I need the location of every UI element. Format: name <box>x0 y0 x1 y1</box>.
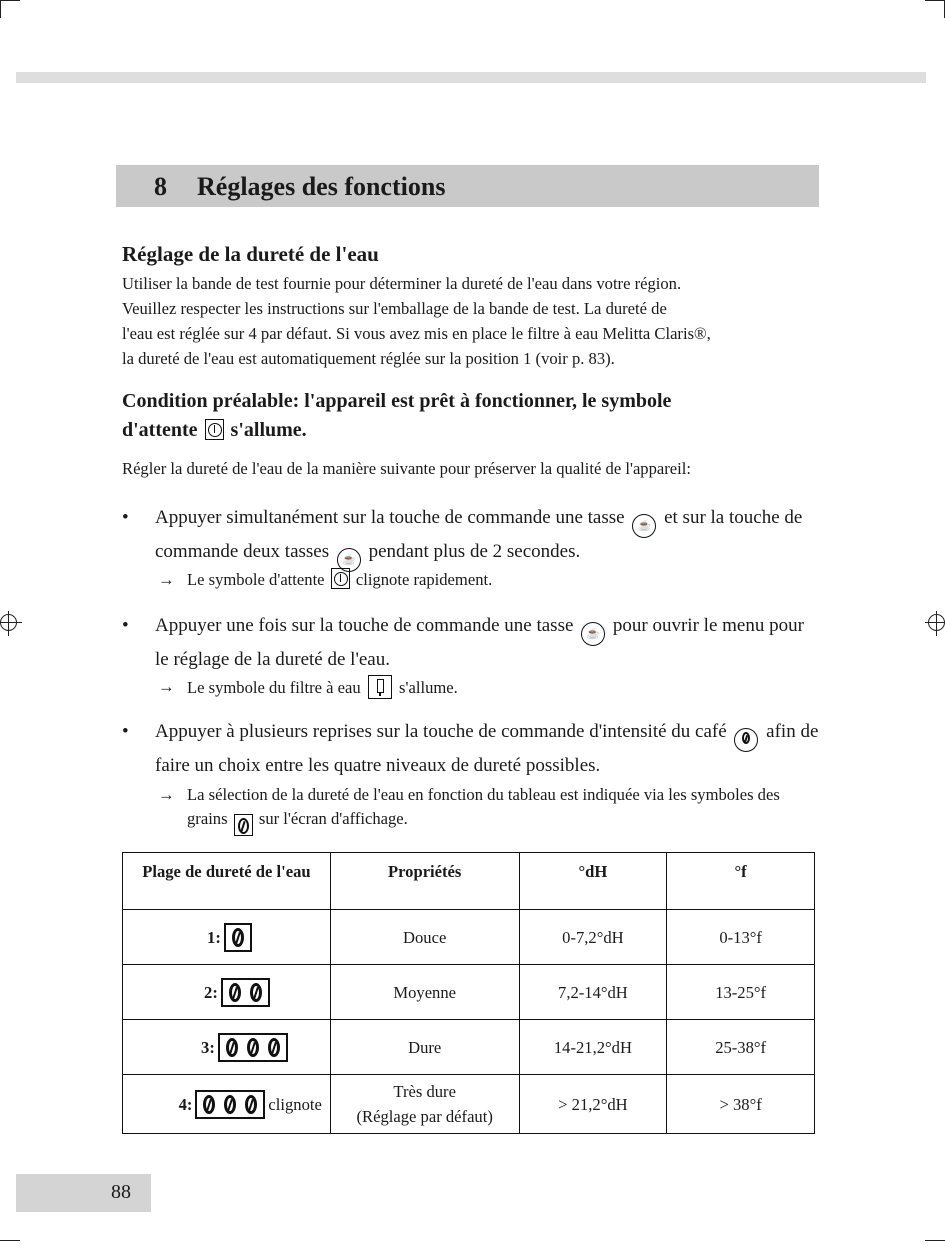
result-text: Le symbole d'attente <box>187 570 325 589</box>
step-text: et sur la touche de commande deux tasses <box>155 507 803 562</box>
step-text: pendant plus de 2 secondes. <box>368 541 581 562</box>
page-number-box <box>16 1174 151 1212</box>
property-note: (Réglage par défaut) <box>356 1107 493 1126</box>
column-header: Propriétés <box>330 853 519 910</box>
intro-line: Utiliser la bande de test fournie pour déterminer la dureté de l'eau dans votre région. <box>122 274 682 293</box>
level-cell <box>123 1075 331 1134</box>
arrow-icon: → <box>158 785 175 804</box>
column-header: °dH <box>519 853 667 910</box>
bean-icon <box>250 983 262 1002</box>
result-text: clignote rapidement. <box>355 570 493 589</box>
chapter-number: 8 <box>154 172 167 201</box>
result-text: s'allume. <box>399 678 458 697</box>
bean-icon <box>247 1038 259 1057</box>
bean-display-icon <box>218 1033 288 1062</box>
bean-icon <box>245 1095 257 1114</box>
bean-icon <box>238 818 249 834</box>
step-text: Appuyer une fois sur la touche de commande une tasse <box>155 615 574 636</box>
registration-mark-icon <box>0 614 17 631</box>
f-cell: 13-25°f <box>667 965 815 1020</box>
bean-icon <box>742 732 750 744</box>
column-header: °f <box>667 853 815 910</box>
crop-mark <box>925 1240 945 1241</box>
level-cell <box>123 910 331 965</box>
coffee-strength-button-icon <box>734 728 758 752</box>
table-header-row <box>123 853 815 910</box>
precondition-line: Condition préalable: l'appareil est prêt à fonctionner, le symbole <box>122 390 672 412</box>
step-text: afin de faire un choix entre les quatre niveaux de dureté possibles. <box>155 721 819 776</box>
property-text: Dure <box>408 1037 442 1057</box>
level-label: 1: <box>207 927 221 947</box>
step-text: Appuyer à plusieurs reprises sur la touche de commande d'intensité du café <box>155 721 727 742</box>
table-row <box>123 1020 815 1075</box>
section-title: Réglage de la dureté de l'eau <box>122 242 379 266</box>
level-cell <box>123 1020 331 1075</box>
bean-icon <box>229 983 241 1002</box>
arrow-icon: → <box>158 570 175 589</box>
intro-line: la dureté de l'eau est automatiquement réglée sur la position 1 (voir p. 83). <box>122 349 615 368</box>
result-text: sur l'écran d'affichage. <box>258 809 408 828</box>
f-cell: > 38°f <box>667 1075 815 1134</box>
result-text: Le symbole du filtre à eau <box>187 678 361 697</box>
level-label: 4: <box>178 1094 193 1114</box>
one-cup-button-icon: ☕ <box>632 514 656 538</box>
bean-display-icon <box>224 923 252 952</box>
chapter-title: Réglages des fonctions <box>197 172 446 201</box>
dh-cell: 7,2-14°dH <box>519 965 667 1020</box>
table-row <box>123 910 815 965</box>
table-row <box>123 1075 815 1134</box>
bullet-icon: • <box>122 615 129 636</box>
f-cell: 0-13°f <box>667 910 815 965</box>
blink-label: clignote <box>268 1094 322 1114</box>
page-number: 88 <box>111 1181 131 1203</box>
property-text: Très dure <box>393 1082 456 1101</box>
arrow-icon: → <box>158 677 175 696</box>
one-cup-button-icon: ☕ <box>581 622 605 646</box>
precondition <box>122 387 822 445</box>
crop-mark <box>0 0 20 1</box>
chapter-banner <box>116 165 819 207</box>
level-label: 2: <box>204 982 218 1002</box>
bean-icon <box>232 928 244 947</box>
bullet-icon: • <box>122 721 129 742</box>
hardness-table <box>122 852 815 1134</box>
table-row <box>123 965 815 1020</box>
crop-mark <box>925 0 945 1</box>
property-cell <box>330 1020 519 1075</box>
bean-display-icon <box>195 1090 265 1119</box>
bean-icon <box>268 1038 280 1057</box>
dh-cell: 14-21,2°dH <box>519 1020 667 1075</box>
water-filter-icon <box>368 675 392 699</box>
step-text: Appuyer simultanément sur la touche de commande une tasse <box>155 507 625 528</box>
header-bar <box>16 72 926 83</box>
intro-paragraph <box>122 271 822 371</box>
precondition-line: s'allume. <box>230 419 307 441</box>
two-cups-button-icon: ☕ <box>337 548 361 572</box>
precondition-line: d'attente <box>122 419 198 441</box>
bean-display-icon <box>221 978 270 1007</box>
dh-cell: 0-7,2°dH <box>519 910 667 965</box>
intro-line: l'eau est réglée sur 4 par défaut. Si vous avez mis en place le filtre à eau Melitta Claris®, <box>122 324 711 343</box>
property-cell <box>330 965 519 1020</box>
bean-icon <box>226 1038 238 1057</box>
f-cell: 25-38°f <box>667 1020 815 1075</box>
property-cell <box>330 1075 519 1134</box>
property-cell <box>330 910 519 965</box>
property-text: Douce <box>403 927 447 947</box>
level-label: 3: <box>201 1037 215 1057</box>
result-text: La sélection de la dureté de l'eau en fonction du tableau est indiquée via les symboles des grains <box>187 785 780 828</box>
bullet-icon: • <box>122 507 129 528</box>
bean-icon <box>203 1095 215 1114</box>
bean-symbol-icon <box>234 814 253 836</box>
standby-icon <box>205 419 224 440</box>
standby-icon <box>331 568 350 589</box>
bean-icon <box>224 1095 236 1114</box>
level-cell <box>123 965 331 1020</box>
step-text: pour ouvrir le menu pour le réglage de la dureté de l'eau. <box>155 615 804 670</box>
property-text: Moyenne <box>393 982 457 1002</box>
registration-mark-icon <box>928 614 945 631</box>
lead-text: Régler la dureté de l'eau de la manière suivante pour préserver la qualité de l'appareil: <box>122 459 691 478</box>
intro-line: Veuillez respecter les instructions sur l'emballage de la bande de test. La dureté de <box>122 299 667 318</box>
column-header: Plage de dureté de l'eau <box>123 853 331 910</box>
crop-mark <box>0 1240 20 1241</box>
crop-mark <box>0 0 1 18</box>
dh-cell: > 21,2°dH <box>519 1075 667 1134</box>
